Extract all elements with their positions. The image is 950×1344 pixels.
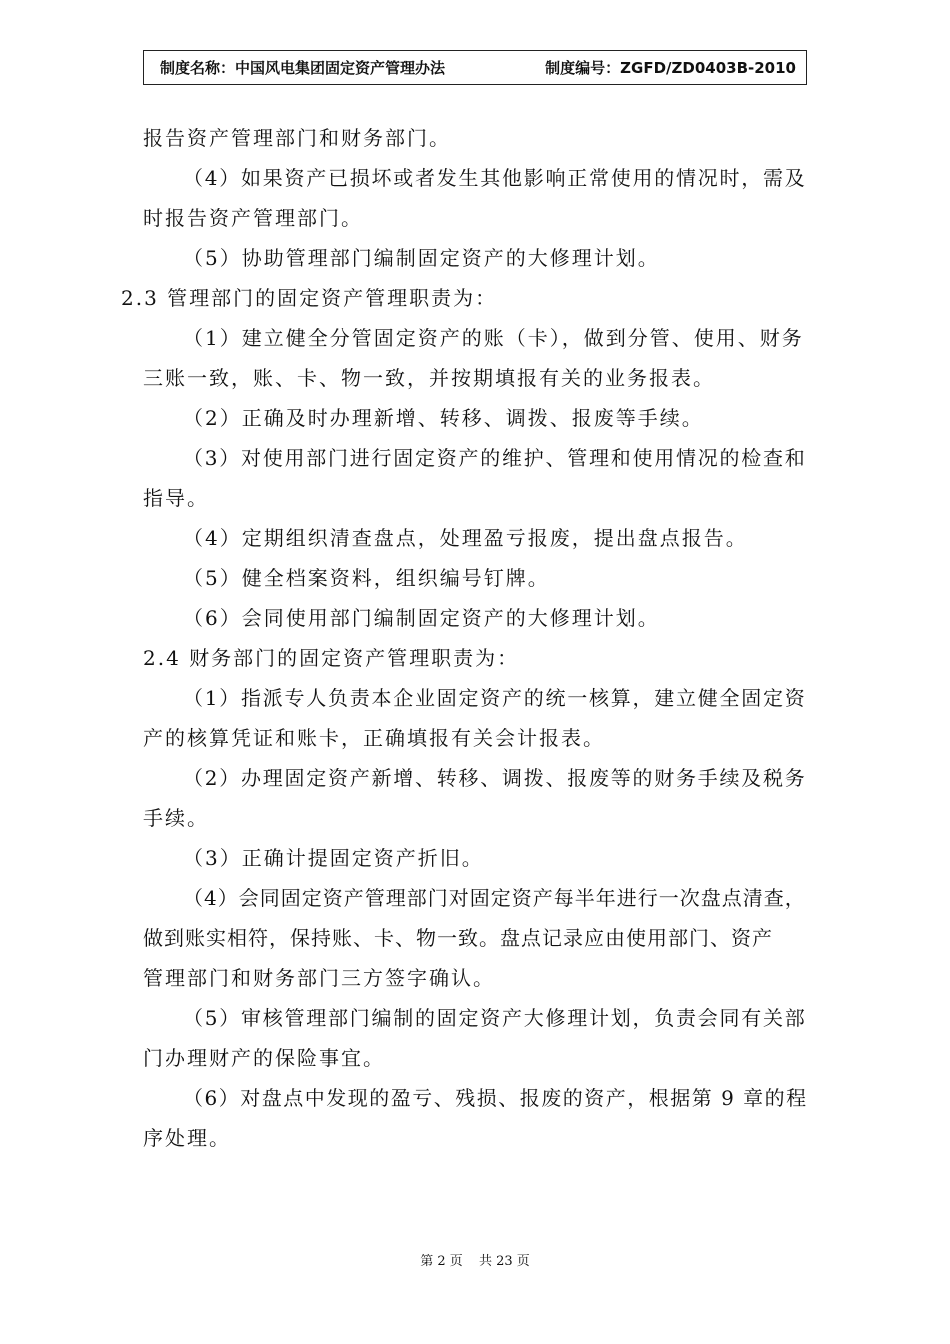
body-line: （4）会同固定资产管理部门对固定资产每半年进行一次盘点清查， [183,886,806,910]
page-number: 第 2 页 [420,1254,463,1269]
body-line: （6）会同使用部门编制固定资产的大修理计划。 [183,606,660,630]
body-line: （3）对使用部门进行固定资产的维护、管理和使用情况的检查和 [183,446,807,470]
body-line: 手续。 [143,806,209,830]
body-line: 序处理。 [143,1126,231,1150]
body-line: 指导。 [143,486,209,510]
page-total: 共 23 页 [478,1254,530,1269]
regulation-name: 制度名称：中国风电集团固定资产管理办法 [160,59,446,77]
section-heading: 2.4 财务部门的固定资产管理职责为： [143,646,520,670]
body-line: （5）审核管理部门编制的固定资产大修理计划，负责会同有关部 [183,1006,807,1030]
body-line: 产的核算凭证和账卡，正确填报有关会计报表。 [143,726,605,750]
body-line: （4）定期组织清查盘点，处理盈亏报废，提出盘点报告。 [183,526,748,550]
regulation-code: 制度编号：ZGFD/ZD0403B-2010 [545,59,796,77]
body-line: 管理部门和财务部门三方签字确认。 [143,966,495,990]
body-line: （5）协助管理部门编制固定资产的大修理计划。 [183,246,660,270]
body-line: （1）建立健全分管固定资产的账（卡），做到分管、使用、财务 [183,326,804,350]
document-header [143,50,807,85]
body-line: （4）如果资产已损坏或者发生其他影响正常使用的情况时，需及 [183,166,807,190]
body-line: （1）指派专人负责本企业固定资产的统一核算，建立健全固定资 [183,686,807,710]
body-line: 门办理财产的保险事宜。 [143,1046,385,1070]
page-footer [0,1250,950,1269]
body-line: （6）对盘点中发现的盈亏、残损、报废的资产，根据第 9 章的程 [183,1086,808,1110]
body-line: （5）健全档案资料，组织编号钉牌。 [183,566,550,590]
body-line: 时报告资产管理部门。 [143,206,363,230]
body-line: 三账一致，账、卡、物一致，并按期填报有关的业务报表。 [143,366,715,390]
body-line: 报告资产管理部门和财务部门。 [143,126,451,150]
body-line: （2）正确及时办理新增、转移、调拨、报废等手续。 [183,406,704,430]
body-line: （3）正确计提固定资产折旧。 [183,846,484,870]
section-heading: 2.3 管理部门的固定资产管理职责为： [121,286,498,310]
body-line: （2）办理固定资产新增、转移、调拨、报废等的财务手续及税务 [183,766,807,790]
body-line: 做到账实相符，保持账、卡、物一致。盘点记录应由使用部门、资产 [143,926,773,950]
